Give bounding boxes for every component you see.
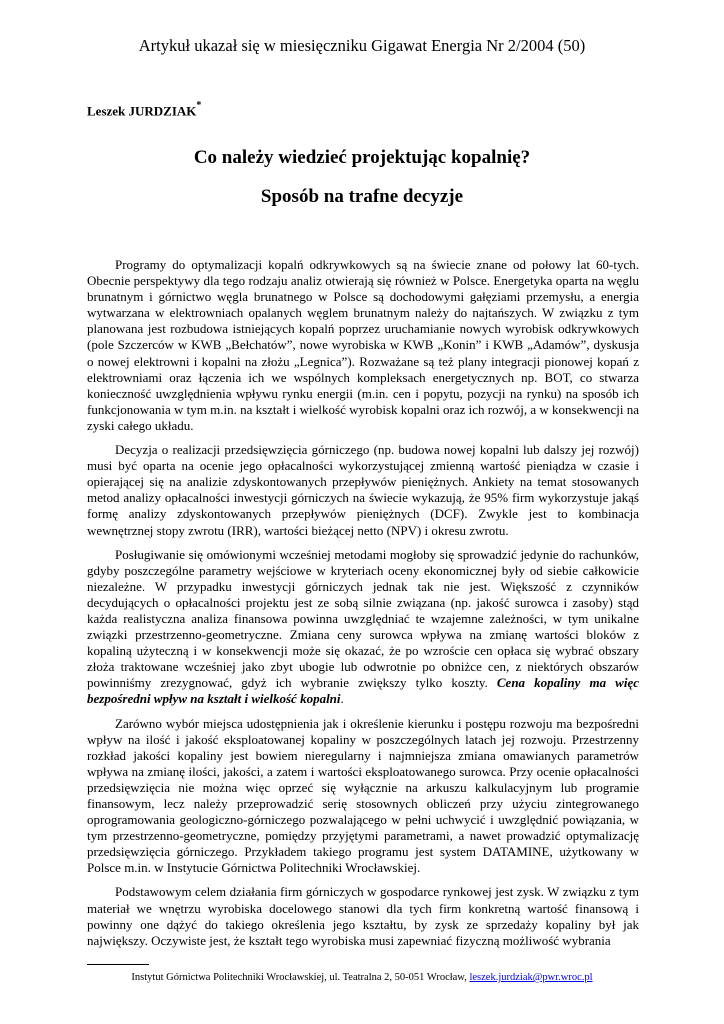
paragraph-3-text: Posługiwanie się omówionymi wcześniej metodami mogłoby się sprowadzić jedynie do rachunków, gdyby poszczególne parametry wejściowe w kryteriach oceny ekonomicznej były od siebie całkowicie niezależne. W przypadku inwestycji górniczych jednak tak nie jest. Większość z czynników decydujących o opłacalności projektu jest ze sobą silnie związana (np. jakość surowca i zasoby) stąd każda realistyczna analiza finansowa powinna uwzględniać te wzajemne zależności, w tym unikalne związki przestrzenno-geometryczne. Zmiana ceny surowca wpływa na zmianę wartości bloków z kopaliną użyteczną i w konsekwencji może się okazać, że po wzroście cen opłaca się wybrać obszary złoża traktowane wcześniej jako zbyt ubogie lub odwrotnie po obniżce cen, z niektórych obszarów powinniśmy zrezygnować, gdyż ich wybranie zwiększy tylko koszty. [87,546,639,691]
running-header: Artykuł ukazał się w miesięczniku Gigawat Energia Nr 2/2004 (50) [138,36,586,55]
paragraph-4: Zarówno wybór miejsca udostępnienia jak i określenie kierunku i postępu rozwoju ma bezpośredni wpływ na ilość i jakość eksploatowanej kopaliny w poszczególnych latach jej rozwoju. Przestrzenny rozkład jakości kopaliny jest bowiem nieregularny i najmniejsza zmiana omawianych parametrów wpływa na zmianę ilości, jakości, a zatem i wartości eksploatowanego surowca. Przy ocenie opłacalności przedsięwzięcia nie można więc oprzeć się wyłącznie na arkuszu kalkulacyjnym lub programie finansowym, lecz należy przeprowadzić serię stosownych obliczeń przy użyciu zintegrowanego oprogramowania geologiczno-górniczego pozwalającego w pełni uchwycić i uwzględnić powiązania, w tym przestrzenno-geometryczne, pomiędzy przyjętymi parametrami, a nawet prowadzić optymalizację przedsięwzięcia górniczego. Przykładem takiego programu jest system DATAMINE, użytkowany w Polsce m.in. w Instytucie Górnictwa Politechniki Wrocławskiej. [87,715,639,876]
article-title: Co należy wiedzieć projektując kopalnię? [193,147,531,168]
author-footnote-marker: * [196,100,202,111]
author-name: Leszek JURDZIAK [87,103,197,119]
author-email-link[interactable]: leszek.jurdziak@pwr.wroc.pl [469,972,593,983]
paragraph-3 [87,547,639,708]
paragraph-2: Decyzja o realizacji przedsięwzięcia górniczego (np. budowa nowej kopalni lub dalszy jej rozwój) musi być oparta na ocenie jego opłacalności wykorzystującej zmienną wartość pieniądza w czasie i opierającej się na analizie zdyskontowanych przepływów pieniężnych. Ankiety na temat stosowanych metod analizy opłacalności inwestycji górniczych na świecie wykazują, że 95% firm wykorzystuje jakąś formę analizy zdyskontowanych przepływów pieniężnych (DCF). Zwykle jest to kombinacja wewnętrznej stopy zwrotu (IRR), wartości bieżącej netto (NPV) i okresu zwrotu. [87,442,639,538]
footnote [0,972,724,983]
footnote-affiliation: Instytut Górnictwa Politechniki Wrocławskiej, ul. Teatralna 2, 50-051 Wrocław, [131,972,470,983]
article-body [87,257,639,957]
paragraph-1: Programy do optymalizacji kopalń odkrywkowych są na świecie znane od połowy lat 60-tych. Obecnie perspektywy dla tego rodzaju analiz otwierają się również w Polsce. Energetyka oparta na węglu brunatnym i górnictwo węgla brunatnego w Polsce są dochodowymi gałęziami przemysłu, a energia wytwarzana w elektrowniach opalanych węglem brunatnym należy do najtańszych. W związku z tym planowana jest rozbudowa istniejących kopalń poprzez uruchamianie nowych wyrobisk odkrywkowych (pole Szczerców w KWB „Bełchatów”, nowe wyrobiska w KWB „Konin” i KWB „Adamów”, dyskusja o nowej elektrowni i kopalni na złożu „Legnica”). Rozważane są też plany integracji pionowej kopań z elektrowniami oraz łączenia ich we wspólnych kompleksach energetycznych np. BOT, co stwarza konieczność uwzględnienia wpływu rynku energii (m.in. cen i popytu, pozycji na rynku) na sposób ich funkcjonowania w tym m.in. na kształt i wielkość wyrobisk kopalni oraz ich rozwój, a w konsekwencji na zyski całego układu. [87,257,640,433]
author [87,102,201,119]
emphasized-statement: Cena kopaliny ma więc bezpośredni wpływ na kształt i wielkość kopalni [87,675,640,707]
paragraph-5: Podstawowym celem działania firm górniczych w gospodarce rynkowej jest zysk. W związku z tym materiał we wnętrzu wyrobiska docelowego stanowi dla tych firm konkretną wartość finansową i powinny one dążyć do takiego określenia jego kształtu, by zysk ze sprzedaży kopaliny był jak największy. Oczywiste jest, że kształt tego wyrobiska musi zapewniać fizyczną możliwość wybrania [87,884,639,948]
emphasis-period: . [340,691,344,707]
article-subtitle: Sposób na trafne decyzje [260,186,464,207]
footnote-divider [87,964,149,965]
